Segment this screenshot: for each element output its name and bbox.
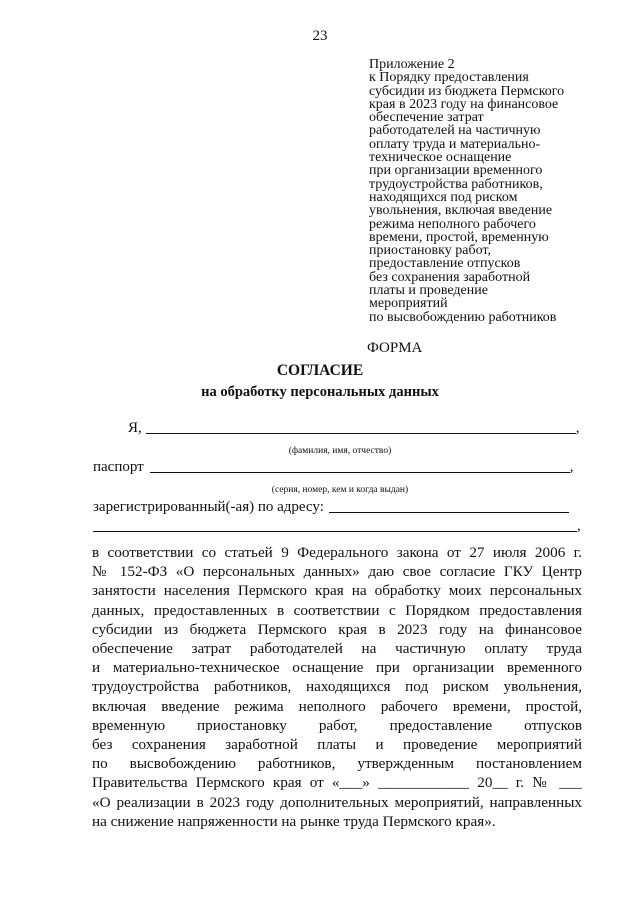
appendix-line: трудоустройства работников,: [369, 176, 543, 192]
appendix-line: техническое оснащение: [369, 150, 512, 166]
address-field-row-2: [93, 518, 581, 535]
name-prefix: Я,: [128, 420, 142, 436]
body-line: в соответствии со статьей 9 Федерального закона от 27 июля 2006 г.: [92, 544, 582, 561]
passport-field-row: [93, 459, 573, 476]
passport-comma: ,: [569, 459, 574, 475]
address-fill-line-2[interactable]: [93, 530, 577, 532]
appendix-line: без сохранения заработной: [369, 269, 531, 285]
appendix-line: предоставление отпусков: [369, 256, 521, 272]
body-line: временную приостановку работ, предоставление отпусков: [92, 716, 582, 734]
body-line: обеспечение затрат работодателей на частичную оплату труда: [92, 640, 582, 658]
passport-fill-line[interactable]: [150, 471, 570, 473]
appendix-line: Приложение 2: [369, 57, 455, 72]
name-comma: ,: [575, 420, 580, 436]
appendix-line: приостановку работ,: [369, 243, 491, 259]
page-number: 23: [312, 28, 328, 44]
appendix-line: оплату труда и материально-: [369, 136, 541, 152]
appendix-line: по высвобождению работников: [369, 309, 557, 325]
address-comma: ,: [577, 518, 581, 534]
body-line: данных, предоставленных в соответствии с Порядком предоставления: [92, 601, 582, 619]
appendix-line: обеспечение затрат: [369, 110, 484, 126]
appendix-line: времени, простой, временную: [369, 229, 549, 245]
form-label: ФОРМА: [367, 340, 423, 356]
appendix-line: режима неполного рабочего: [369, 216, 536, 232]
appendix-line: увольнения, включая введение: [369, 203, 553, 219]
body-line: включая введение режима неполного рабочего времени, простой,: [92, 697, 582, 715]
body-line: занятости населения Пермского края на обработку моих персональных: [92, 582, 582, 600]
passport-label: паспорт: [93, 459, 144, 475]
body-line: субсидии из бюджета Пермского края в 2023 году на финансовое: [92, 620, 582, 638]
body-line: на снижение напряженности на рынке труда Пермского края».: [92, 812, 496, 830]
appendix-header: [369, 58, 609, 324]
appendix-line: платы и проведение: [369, 283, 488, 299]
passport-hint: (серия, номер, кем и когда выдан): [271, 485, 409, 495]
appendix-line: к Порядку предоставления: [369, 70, 529, 86]
body-line: и материально-техническое оснащение при организации временного: [92, 659, 582, 677]
name-hint: (фамилия, имя, отчество): [288, 446, 392, 456]
appendix-line: работодателей на частичную: [369, 123, 541, 139]
appendix-line: мероприятий: [369, 296, 448, 312]
name-fill-line[interactable]: [146, 432, 576, 434]
body-line: «О реализации в 2023 году дополнительных мероприятий, направленных: [92, 793, 582, 811]
appendix-line: находящихся под риском: [369, 189, 518, 205]
consent-body-text: [92, 543, 582, 831]
body-line: Правительства Пермского края от «___» ____________ 20__ г. № ___: [92, 774, 582, 792]
body-line: № 152-ФЗ «О персональных данных» даю свое согласие ГКУ Центр: [92, 563, 582, 581]
body-line: без сохранения заработной платы и проведение мероприятий: [92, 736, 582, 754]
address-field-row: [93, 499, 569, 516]
name-field-row: [128, 420, 580, 437]
appendix-line: при организации временного: [369, 163, 543, 179]
address-label: зарегистрированный(-ая) по адресу:: [93, 499, 324, 515]
document-subtitle: на обработку персональных данных: [201, 384, 439, 400]
appendix-line: субсидии из бюджета Пермского: [369, 83, 565, 99]
document-title: СОГЛАСИЕ: [276, 362, 364, 379]
body-line: по высвобождению работников, утвержденным постановлением: [92, 755, 582, 773]
body-line: трудоустройства работников, находящихся под риском увольнения,: [92, 678, 582, 696]
address-fill-line[interactable]: [329, 511, 569, 513]
appendix-line: края в 2023 году на финансовое: [369, 96, 559, 112]
